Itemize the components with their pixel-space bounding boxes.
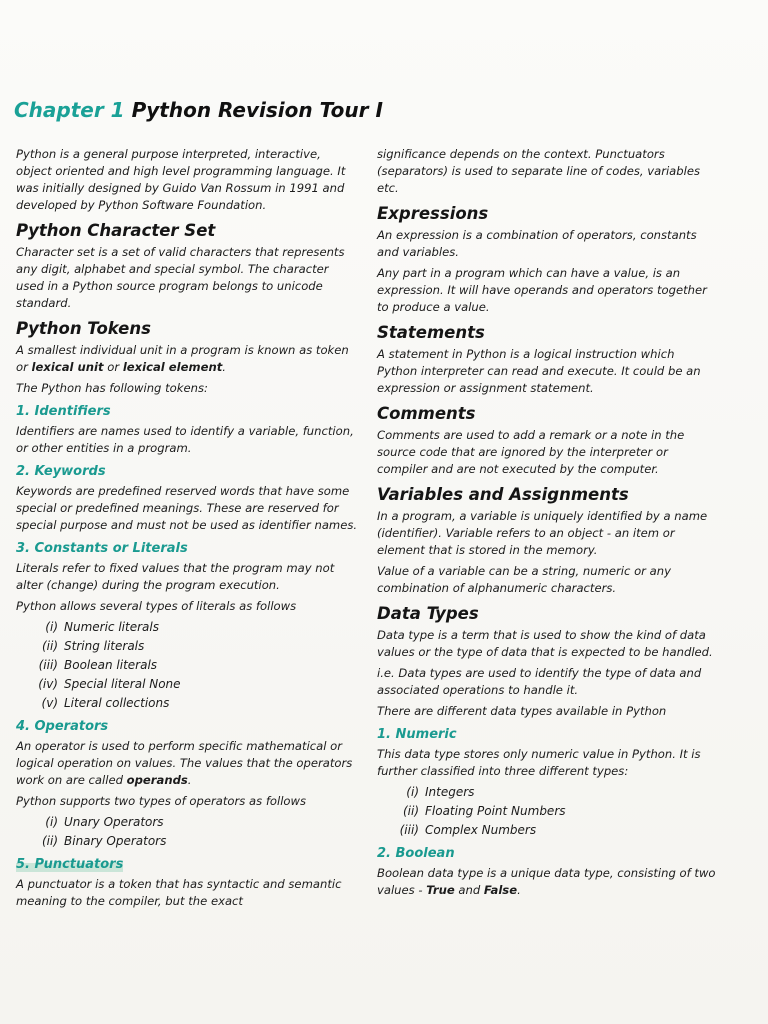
list-item — [26, 814, 360, 831]
boolean-text: Boolean data type is a unique data type, consisting of two values - — [377, 866, 716, 897]
list-text: Numeric literals — [64, 620, 159, 634]
list-item — [26, 638, 360, 655]
statements-paragraph: A statement in Python is a logical instruction which Python interpreter can read and execute. It could be an expression or assignment statement. — [377, 347, 701, 395]
heading-character-set: Python Character Set — [16, 221, 216, 240]
list-number: (iii) — [38, 658, 58, 672]
list-number: (i) — [45, 815, 58, 829]
left-column — [16, 146, 360, 914]
expressions-paragraph-2: Any part in a program which can have a value, is an expression. It will have operands and operators together to produce a value. — [377, 266, 707, 314]
heading-comments: Comments — [377, 404, 476, 423]
boolean-bold-true: True — [426, 883, 455, 897]
heading-literals: 3. Constants or Literals — [16, 541, 188, 556]
tokens-text: . — [222, 360, 226, 374]
list-text: Binary Operators — [64, 834, 167, 848]
heading-punctuators — [16, 856, 360, 874]
data-types-paragraph-1: Data type is a term that is used to show the kind of data values or the type of data that is expected to be handled. — [377, 628, 713, 659]
literals-paragraph: Literals refer to fixed values that the program may not alter (change) during the program execution. — [16, 561, 335, 592]
list-text: Unary Operators — [64, 815, 164, 829]
punctuators-continued: significance depends on the context. Punctuators (separators) is used to separate line of codes, variables etc. — [377, 147, 701, 195]
chapter-name: Python Revision Tour I — [131, 98, 383, 122]
chapter-title — [14, 98, 383, 122]
list-number: (i) — [45, 620, 58, 634]
list-text: Literal collections — [64, 696, 170, 710]
list-item — [26, 657, 360, 674]
heading-numeric: 1. Numeric — [377, 727, 457, 742]
tokens-paragraph — [16, 342, 360, 376]
list-item — [26, 619, 360, 636]
operators-text: . — [187, 773, 192, 787]
list-item — [387, 822, 717, 839]
list-number: (i) — [406, 785, 419, 799]
operators-bold-operands: operands — [126, 773, 188, 787]
heading-keywords: 2. Keywords — [16, 464, 106, 479]
data-types-paragraph-3: There are different data types available in Python — [377, 704, 667, 718]
punctuators-paragraph: A punctuator is a token that has syntactic and semantic meaning to the compiler, but the exact — [16, 877, 342, 908]
tokens-bold-lexical-element: lexical element — [122, 360, 223, 374]
heading-statements: Statements — [377, 323, 485, 342]
identifiers-paragraph: Identifiers are names used to identify a variable, function, or other entities in a program. — [16, 424, 354, 455]
list-number: (ii) — [41, 639, 58, 653]
list-number: (ii) — [402, 804, 419, 818]
list-text: Floating Point Numbers — [425, 804, 566, 818]
boolean-paragraph — [377, 865, 717, 899]
keywords-paragraph: Keywords are predefined reserved words that have some special or predefined meanings. These are reserved for special purpose and must not be used as identifier names. — [16, 484, 358, 532]
expressions-paragraph-1: An expression is a combination of operators, constants and variables. — [377, 228, 697, 259]
heading-tokens: Python Tokens — [16, 319, 151, 338]
heading-operators: 4. Operators — [16, 719, 109, 734]
boolean-text: and — [454, 883, 484, 897]
list-item — [387, 803, 717, 820]
right-column — [377, 146, 717, 903]
comments-paragraph: Comments are used to add a remark or a note in the source code that are ignored by the interpreter or compiler and are not executed by the computer. — [377, 428, 685, 476]
heading-expressions: Expressions — [377, 204, 489, 223]
boolean-bold-false: False — [483, 883, 518, 897]
tokens-following: The Python has following tokens: — [16, 381, 208, 395]
list-number: (v) — [41, 696, 58, 710]
list-item — [387, 784, 717, 801]
operators-follow: Python supports two types of operators as follows — [16, 794, 307, 808]
heading-boolean: 2. Boolean — [377, 846, 455, 861]
list-item — [26, 695, 360, 712]
heading-variables: Variables and Assignments — [377, 485, 629, 504]
heading-identifiers: 1. Identifiers — [16, 404, 111, 419]
tokens-text: or — [103, 360, 123, 374]
heading-data-types: Data Types — [377, 604, 479, 623]
list-item — [26, 676, 360, 693]
boolean-text: . — [517, 883, 521, 897]
list-number: (ii) — [41, 834, 58, 848]
variables-paragraph-1: In a program, a variable is uniquely identified by a name (identifier). Variable refers to an object - an item or element that is stored in the memory. — [377, 509, 708, 557]
list-text: String literals — [64, 639, 145, 653]
tokens-bold-lexical-unit: lexical unit — [31, 360, 104, 374]
list-text: Integers — [425, 785, 475, 799]
chapter-number: Chapter 1 — [14, 98, 125, 122]
numeric-list — [377, 784, 717, 839]
intro-paragraph: Python is a general purpose interpreted, interactive, object oriented and high level programming language. It was initially designed by Guido Van Rossum in 1991 and developed by Python Software Foundation. — [16, 147, 346, 212]
data-types-paragraph-2: i.e. Data types are used to identify the type of data and associated operations to handle it. — [377, 666, 702, 697]
operators-text: An operator is used to perform specific mathematical or logical operation on values. The values that the operators work on are called — [16, 739, 353, 787]
punctuators-heading-text: 5. Punctuators — [16, 857, 124, 872]
list-text: Complex Numbers — [425, 823, 537, 837]
variables-paragraph-2: Value of a variable can be a string, numeric or any combination of alphanumeric characters. — [377, 564, 671, 595]
literals-list — [16, 619, 360, 712]
operators-paragraph — [16, 738, 360, 789]
list-item — [26, 833, 360, 850]
list-number: (iii) — [399, 823, 419, 837]
list-number: (iv) — [38, 677, 58, 691]
operators-list — [16, 814, 360, 850]
character-set-paragraph: Character set is a set of valid characters that represents any digit, alphabet and special symbol. The character used in a Python source program belongs to unicode standard. — [16, 245, 345, 310]
list-text: Boolean literals — [64, 658, 158, 672]
list-text: Special literal None — [64, 677, 181, 691]
numeric-paragraph: This data type stores only numeric value in Python. It is further classified into three different types: — [377, 747, 701, 778]
literals-follow: Python allows several types of literals as follows — [16, 599, 297, 613]
tokens-text: A smallest individual unit in a program is known as token or — [16, 343, 349, 374]
